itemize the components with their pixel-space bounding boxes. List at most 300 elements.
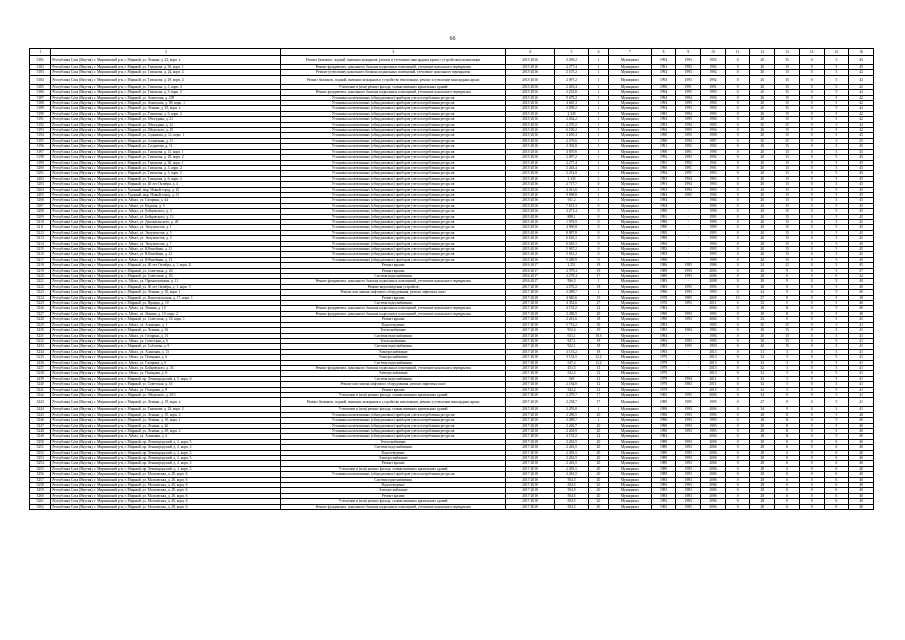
- year-built-cell: 1990: [651, 423, 676, 428]
- val-3-cell: 3: [775, 376, 800, 381]
- val-5-cell: 6: [824, 445, 849, 450]
- area-cell: 2 164,8: [555, 382, 589, 387]
- val-6-cell: 40: [849, 418, 874, 423]
- row-number-cell: 5229: [30, 322, 51, 327]
- year-a-cell: 1983: [676, 499, 701, 504]
- work-type-cell: Ремонт крыши: [281, 317, 505, 322]
- count-cell: 1: [588, 176, 608, 181]
- year-built-cell: 1992: [651, 155, 676, 160]
- work-type-cell: Ремонт крыши: [281, 268, 505, 273]
- ownership-cell: Муниципал: [609, 376, 652, 381]
- ownership-cell: Муниципал: [609, 488, 652, 493]
- val-4-cell: 0: [799, 203, 824, 208]
- val-1-cell: 0: [725, 355, 750, 360]
- row-number-cell: 5238: [30, 371, 51, 376]
- area-cell: 547,2: [555, 360, 589, 365]
- val-6-cell: 41: [849, 371, 874, 376]
- ownership-cell: Муниципал: [609, 274, 652, 279]
- period-cell: 2016-2017: [505, 279, 554, 284]
- year-a-cell: 1993: [676, 392, 701, 397]
- count-cell: 1: [588, 133, 608, 138]
- year-b-cell: 2004: [701, 306, 726, 311]
- ownership-cell: Муниципал: [609, 122, 652, 127]
- val-6-cell: 40: [849, 504, 874, 509]
- row-number-cell: 5184: [30, 75, 51, 84]
- count-cell: 1: [588, 144, 608, 149]
- work-type-cell: Ремонт крыши: [281, 263, 505, 268]
- val-2-cell: 28: [750, 488, 775, 493]
- val-3-cell: 3: [775, 371, 800, 376]
- year-b-cell: 1993: [701, 290, 726, 295]
- count-cell: 18: [588, 338, 608, 343]
- val-2-cell: 20: [750, 203, 775, 208]
- year-a-cell: 1993: [676, 412, 701, 417]
- work-type-cell: Ремонт крыши: [281, 295, 505, 300]
- val-3-cell: 11: [775, 423, 800, 428]
- val-1-cell: 0: [725, 252, 750, 257]
- count-cell: 0: [588, 247, 608, 252]
- year-a-cell: 1994: [676, 182, 701, 187]
- address-cell: Республика Саха (Якутия), г. Мирнинский р-н, г. Удачный, мкр. Новый город, д. 31: [51, 192, 281, 197]
- val-3-cell: 6: [775, 472, 800, 477]
- val-3-cell: 9: [775, 392, 800, 397]
- period-cell: 2015-2016: [505, 111, 554, 116]
- val-1-cell: 0: [725, 160, 750, 165]
- year-a-cell: 1991: [676, 84, 701, 89]
- period-cell: 2017-2018: [505, 418, 554, 423]
- count-cell: 1: [588, 111, 608, 116]
- year-a-cell: -: [676, 355, 701, 360]
- year-built-cell: 1983: [651, 392, 676, 397]
- year-a-cell: 1993: [676, 423, 701, 428]
- count-cell: 1: [588, 75, 608, 84]
- val-1-cell: 0: [725, 230, 750, 235]
- address-cell: Республика Саха (Якутия), г. Мирнинский р-н, п. Айхал, ул. Юбилейная, д. 11: [51, 247, 281, 252]
- year-built-cell: 1992: [651, 106, 676, 111]
- val-1-cell: 0: [725, 257, 750, 262]
- count-cell: 1: [588, 165, 608, 170]
- val-1-cell: 0: [725, 376, 750, 381]
- year-b-cell: 1993: [701, 247, 726, 252]
- year-b-cell: 1990: [701, 149, 726, 154]
- area-cell: 2 263,5: [555, 466, 589, 471]
- count-cell: 1: [588, 160, 608, 165]
- address-cell: Республика Саха (Якутия), г. Мирнинский р-н, г. Мирный, ул. Московская, д. 28, корп. 6: [51, 472, 281, 477]
- work-type-cell: Установка коллективных (общедомовых) приборов учета потребления ресурсов: [281, 434, 505, 439]
- row-number-cell: 5257: [30, 477, 51, 482]
- work-type-cell: Система водоснабжения: [281, 376, 505, 381]
- count-cell: 20: [588, 493, 608, 498]
- val-4-cell: 0: [799, 392, 824, 397]
- val-3-cell: 15: [775, 214, 800, 219]
- val-1-cell: 0: [725, 349, 750, 354]
- val-2-cell: 28: [750, 268, 775, 273]
- val-6-cell: 40: [849, 412, 874, 417]
- ownership-cell: Муниципал: [609, 349, 652, 354]
- row-number-cell: 5223: [30, 290, 51, 295]
- val-4-cell: 0: [799, 171, 824, 176]
- address-cell: Республика Саха (Якутия), г. Мирнинский р-н, п. Айхал, ул. Деповаганского, д. 28: [51, 219, 281, 224]
- year-a-cell: 1993: [676, 439, 701, 444]
- row-number-cell: 5225: [30, 301, 51, 306]
- val-4-cell: 0: [799, 284, 824, 289]
- val-2-cell: 28: [750, 429, 775, 434]
- val-2-cell: 28: [750, 477, 775, 482]
- val-2-cell: 20: [750, 128, 775, 133]
- val-2-cell: 28: [750, 284, 775, 289]
- val-2-cell: 20: [750, 214, 775, 219]
- work-type-cell: Ремонт фундамента, цокольного балкона подвальных помещений, утепление цокольного перекрытия: [281, 504, 505, 509]
- year-b-cell: 1994: [701, 101, 726, 106]
- period-cell: 2017-2018: [505, 317, 554, 322]
- row-number-cell: 5183: [30, 70, 51, 75]
- period-cell: 2017-2018: [505, 355, 554, 360]
- area-cell: 2 259,8: [555, 407, 589, 412]
- area-cell: 4 990,8: [555, 225, 589, 230]
- val-4-cell: 0: [799, 439, 824, 444]
- work-type-cell: Ремонт крыши: [281, 493, 505, 498]
- row-number-cell: 5234: [30, 349, 51, 354]
- year-a-cell: 1993: [676, 70, 701, 75]
- count-cell: 12: [588, 371, 608, 376]
- area-cell: 2 286,5: [555, 311, 589, 316]
- val-6-cell: 45: [849, 192, 874, 197]
- period-cell: 2015-2016: [505, 149, 554, 154]
- year-b-cell: 1992: [701, 155, 726, 160]
- period-cell: 2015-2016: [505, 144, 554, 149]
- val-6-cell: 40: [849, 493, 874, 498]
- val-1-cell: 0: [725, 450, 750, 455]
- year-a-cell: -: [676, 365, 701, 370]
- period-cell: 2017-2018: [505, 306, 554, 311]
- count-cell: 12: [588, 376, 608, 381]
- period-cell: 2015-2016: [505, 225, 554, 230]
- year-a-cell: 1994: [676, 95, 701, 100]
- ownership-cell: Муниципал: [609, 165, 652, 170]
- year-built-cell: 1979: [651, 371, 676, 376]
- val-5-cell: 5: [824, 338, 849, 343]
- ownership-cell: Муниципал: [609, 290, 652, 295]
- ownership-cell: Муниципал: [609, 101, 652, 106]
- year-built-cell: 1979: [651, 365, 676, 370]
- year-built-cell: 1990: [651, 429, 676, 434]
- year-a-cell: 1983: [676, 493, 701, 498]
- ownership-cell: Муниципал: [609, 398, 652, 407]
- val-3-cell: 15: [775, 252, 800, 257]
- ownership-cell: Муниципал: [609, 439, 652, 444]
- year-b-cell: 1993: [701, 176, 726, 181]
- val-4-cell: 0: [799, 75, 824, 84]
- val-4-cell: 0: [799, 144, 824, 149]
- val-5-cell: 5: [824, 171, 849, 176]
- year-b-cell: 1984: [701, 198, 726, 203]
- address-cell: Республика Саха (Якутия), г. Мирнинский р-н, п. Айхал, ул. Ленина, д. 10, корп. 2: [51, 311, 281, 316]
- year-built-cell: 1990: [651, 133, 676, 138]
- val-2-cell: 20: [750, 106, 775, 111]
- count-cell: 20: [588, 477, 608, 482]
- val-1-cell: 0: [725, 461, 750, 466]
- row-number-cell: 5202: [30, 176, 51, 181]
- ownership-cell: Муниципал: [609, 171, 652, 176]
- val-4-cell: 0: [799, 70, 824, 75]
- val-5-cell: 5: [824, 122, 849, 127]
- val-4-cell: 0: [799, 187, 824, 192]
- work-type-cell: Электроснабжение: [281, 349, 505, 354]
- val-1-cell: 0: [725, 456, 750, 461]
- row-number-cell: 5230: [30, 328, 51, 333]
- val-6-cell: 45: [849, 149, 874, 154]
- val-3-cell: 9: [775, 284, 800, 289]
- column-header: 14: [799, 49, 824, 56]
- year-b-cell: 2013: [701, 387, 726, 392]
- work-type-cell: Утепление и (или) ремонт фасада, ставни внешних кровельных зданий: [281, 466, 505, 471]
- area-cell: 2 271,4: [555, 209, 589, 214]
- address-cell: Республика Саха (Якутия), г. Мирнинский р-н, п. Айхал, ул. Гагарина, д. 13: [51, 333, 281, 338]
- ownership-cell: Муниципал: [609, 450, 652, 455]
- val-3-cell: 15: [775, 241, 800, 246]
- val-4-cell: 0: [799, 176, 824, 181]
- year-a-cell: 1993: [676, 268, 701, 273]
- val-6-cell: 41: [849, 387, 874, 392]
- period-cell: 2017-2018: [505, 349, 554, 354]
- val-3-cell: 5: [775, 301, 800, 306]
- work-type-cell: Установка коллективных (общедомовых) приборов учета потребления ресурсов: [281, 122, 505, 127]
- address-cell: Республика Саха (Якутия), г. Мирнинский р-н, г. Мирный, ул. Тихонова, д. 6, корп. 2: [51, 176, 281, 181]
- val-4-cell: 0: [799, 122, 824, 127]
- val-6-cell: 42: [849, 84, 874, 89]
- work-type-cell: Электроснабжение: [281, 488, 505, 493]
- year-built-cell: 1993: [651, 322, 676, 327]
- val-4-cell: 0: [799, 338, 824, 343]
- val-3-cell: 15: [775, 328, 800, 333]
- val-6-cell: 40: [849, 483, 874, 488]
- year-built-cell: 1982: [651, 306, 676, 311]
- year-built-cell: 1982: [651, 434, 676, 439]
- row-number-cell: 5259: [30, 488, 51, 493]
- row-number-cell: 5213: [30, 236, 51, 241]
- year-a-cell: -: [676, 279, 701, 284]
- val-6-cell: 40: [849, 461, 874, 466]
- val-2-cell: 28: [750, 450, 775, 455]
- year-b-cell: 1993: [701, 187, 726, 192]
- year-b-cell: 2006: [701, 483, 726, 488]
- val-2-cell: 28: [750, 306, 775, 311]
- val-2-cell: 20: [750, 90, 775, 95]
- period-cell: 2015-2016: [505, 182, 554, 187]
- address-cell: Республика Саха (Якутия), г. Мирнинский р-н, г. Мирный, пр. Ленинградский, д. 3, корп. 3: [51, 466, 281, 471]
- val-1-cell: 0: [725, 477, 750, 482]
- val-5-cell: 5: [824, 279, 849, 284]
- year-b-cell: 1994: [701, 203, 726, 208]
- val-5-cell: 5: [824, 111, 849, 116]
- val-2-cell: 28: [750, 456, 775, 461]
- address-cell: Республика Саха (Якутия), г. Мирнинский р-н, г. Мирный, ул. Советская, д. 16: [51, 382, 281, 387]
- ownership-cell: Муниципал: [609, 472, 652, 477]
- year-b-cell: 2011: [701, 376, 726, 381]
- val-6-cell: 42: [849, 90, 874, 95]
- ownership-cell: Муниципал: [609, 106, 652, 111]
- ownership-cell: Муниципал: [609, 176, 652, 181]
- year-a-cell: -: [676, 236, 701, 241]
- count-cell: 1: [588, 192, 608, 197]
- period-cell: 2015-2016: [505, 192, 554, 197]
- val-6-cell: 40: [849, 445, 874, 450]
- year-built-cell: 1993: [651, 252, 676, 257]
- count-cell: 22: [588, 434, 608, 439]
- period-cell: 2017-2018: [505, 477, 554, 482]
- count-cell: 20: [588, 311, 608, 316]
- val-4-cell: 0: [799, 317, 824, 322]
- count-cell: 13: [588, 365, 608, 370]
- row-number-cell: 5187: [30, 95, 51, 100]
- val-2-cell: 20: [750, 84, 775, 89]
- val-1-cell: 0: [725, 236, 750, 241]
- address-cell: Республика Саха (Якутия), г. Мирнинский р-н, г. Мирный, ул. Ленина, д. 25, корп. а: [51, 56, 281, 65]
- year-b-cell: 1992: [701, 144, 726, 149]
- val-6-cell: 40: [849, 434, 874, 439]
- year-a-cell: 1995: [676, 398, 701, 407]
- address-cell: Республика Саха (Якутия), г. Мирнинский р-н, п. Айхал, ул. Кадзова, д. 5: [51, 203, 281, 208]
- year-a-cell: 1993: [676, 461, 701, 466]
- area-cell: 2 263,5: [555, 456, 589, 461]
- period-cell: 2017-2018: [505, 483, 554, 488]
- val-2-cell: 27: [750, 295, 775, 300]
- address-cell: Республика Саха (Якутия), г. Мирнинский р-н, г. Мирный, ул. Объездная, д. 22: [51, 122, 281, 127]
- row-number-cell: 5219: [30, 268, 51, 273]
- year-b-cell: 1995: [701, 398, 726, 407]
- year-a-cell: 1995: [676, 90, 701, 95]
- area-cell: 542,2: [555, 387, 589, 392]
- val-2-cell: 20: [750, 328, 775, 333]
- ownership-cell: Муниципал: [609, 70, 652, 75]
- year-a-cell: 1994: [676, 138, 701, 143]
- row-number-cell: 5260: [30, 493, 51, 498]
- work-type-cell: Теплоснабжение: [281, 439, 505, 444]
- ownership-cell: Муниципал: [609, 392, 652, 397]
- year-built-cell: 1986: [651, 263, 676, 268]
- val-4-cell: 0: [799, 111, 824, 116]
- val-4-cell: 0: [799, 219, 824, 224]
- address-cell: Республика Саха (Якутия), г. Мирнинский р-н, г. Мирный, пр. Ленинградский, д. 2, корп. 3: [51, 450, 281, 455]
- address-cell: Республика Саха (Якутия), г. Мирнинский р-н, г. Мирный, ул. Солнечная, д. 11: [51, 138, 281, 143]
- ownership-cell: Муниципал: [609, 311, 652, 316]
- val-2-cell: 20: [750, 144, 775, 149]
- count-cell: 0: [588, 236, 608, 241]
- val-3-cell: 6: [775, 466, 800, 471]
- val-6-cell: 45: [849, 252, 874, 257]
- count-cell: 18: [588, 263, 608, 268]
- count-cell: 1: [588, 56, 608, 65]
- val-1-cell: 0: [725, 225, 750, 230]
- ownership-cell: Муниципал: [609, 387, 652, 392]
- count-cell: 20: [588, 483, 608, 488]
- val-4-cell: 0: [799, 149, 824, 154]
- count-cell: 19: [588, 328, 608, 333]
- val-1-cell: 0: [725, 138, 750, 143]
- year-a-cell: 1994: [676, 376, 701, 381]
- year-b-cell: 1992: [701, 70, 726, 75]
- val-5-cell: 5: [824, 371, 849, 376]
- val-4-cell: 0: [799, 477, 824, 482]
- val-6-cell: 40: [849, 423, 874, 428]
- year-b-cell: 1997: [701, 138, 726, 143]
- val-3-cell: 15: [775, 182, 800, 187]
- val-6-cell: 41: [849, 322, 874, 327]
- area-cell: 6 610,1: [555, 236, 589, 241]
- year-b-cell: 1992: [701, 65, 726, 70]
- year-built-cell: 1989: [651, 268, 676, 273]
- work-type-cell: Установка коллективных (общедомовых) приборов учета потребления ресурсов: [281, 429, 505, 434]
- column-header: 4: [505, 49, 554, 56]
- work-type-cell: Установка коллективных (общедомовых) приборов учета потребления ресурсов: [281, 138, 505, 143]
- val-2-cell: 20: [750, 133, 775, 138]
- val-4-cell: 0: [799, 247, 824, 252]
- val-2-cell: 28: [750, 504, 775, 509]
- val-1-cell: 0: [725, 149, 750, 154]
- period-cell: 2015-2016: [505, 70, 554, 75]
- ownership-cell: Муниципал: [609, 355, 652, 360]
- year-built-cell: 1994: [651, 128, 676, 133]
- count-cell: 1: [588, 290, 608, 295]
- work-type-cell: Ремонт крыши: [281, 461, 505, 466]
- val-6-cell: 42: [849, 101, 874, 106]
- row-number-cell: 5201: [30, 171, 51, 176]
- row-number-cell: 5214: [30, 241, 51, 246]
- val-2-cell: 20: [750, 230, 775, 235]
- work-type-cell: Система водоснабжения: [281, 274, 505, 279]
- val-3-cell: 15: [775, 95, 800, 100]
- val-1-cell: 0: [725, 90, 750, 95]
- val-3-cell: 15: [775, 230, 800, 235]
- val-6-cell: 45: [849, 176, 874, 181]
- year-built-cell: 1992: [651, 70, 676, 75]
- val-2-cell: 20: [750, 165, 775, 170]
- val-6-cell: 40: [849, 284, 874, 289]
- work-type-cell: Ремонт фундамента, цокольного балкона подвальных помещений, утепление цокольного перекрытия: [281, 90, 505, 95]
- work-type-cell: Установка коллективных (общедомовых) приборов учета потребления ресурсов: [281, 176, 505, 181]
- year-b-cell: 1986: [701, 263, 726, 268]
- area-cell: 2 276,6: [555, 138, 589, 143]
- year-a-cell: 1994: [676, 111, 701, 116]
- year-a-cell: 1993: [676, 445, 701, 450]
- val-3-cell: 15: [775, 144, 800, 149]
- work-type-cell: Система водоснабжения: [281, 477, 505, 482]
- count-cell: 18: [588, 344, 608, 349]
- year-a-cell: -: [676, 241, 701, 246]
- val-1-cell: 0: [725, 392, 750, 397]
- count-cell: 1: [588, 122, 608, 127]
- area-cell: 2 261,6: [555, 317, 589, 322]
- val-6-cell: 41: [849, 407, 874, 412]
- val-5-cell: 5: [824, 290, 849, 295]
- val-5-cell: 5: [824, 376, 849, 381]
- period-cell: 2015-2016: [505, 128, 554, 133]
- ownership-cell: Муниципал: [609, 412, 652, 417]
- count-cell: 20: [588, 450, 608, 455]
- count-cell: 20: [588, 504, 608, 509]
- year-b-cell: 2006: [701, 493, 726, 498]
- year-a-cell: 1983: [676, 483, 701, 488]
- val-6-cell: 37: [849, 268, 874, 273]
- val-6-cell: 45: [849, 219, 874, 224]
- year-b-cell: 1994: [701, 95, 726, 100]
- work-type-cell: Теплоснабжение: [281, 338, 505, 343]
- val-5-cell: 5: [824, 106, 849, 111]
- ownership-cell: Муниципал: [609, 466, 652, 471]
- val-3-cell: 15: [775, 187, 800, 192]
- val-4-cell: 0: [799, 488, 824, 493]
- address-cell: Республика Саха (Якутия), г. Мирнинский р-н, г. Мирный, ул. Ленина, д. 26: [51, 423, 281, 428]
